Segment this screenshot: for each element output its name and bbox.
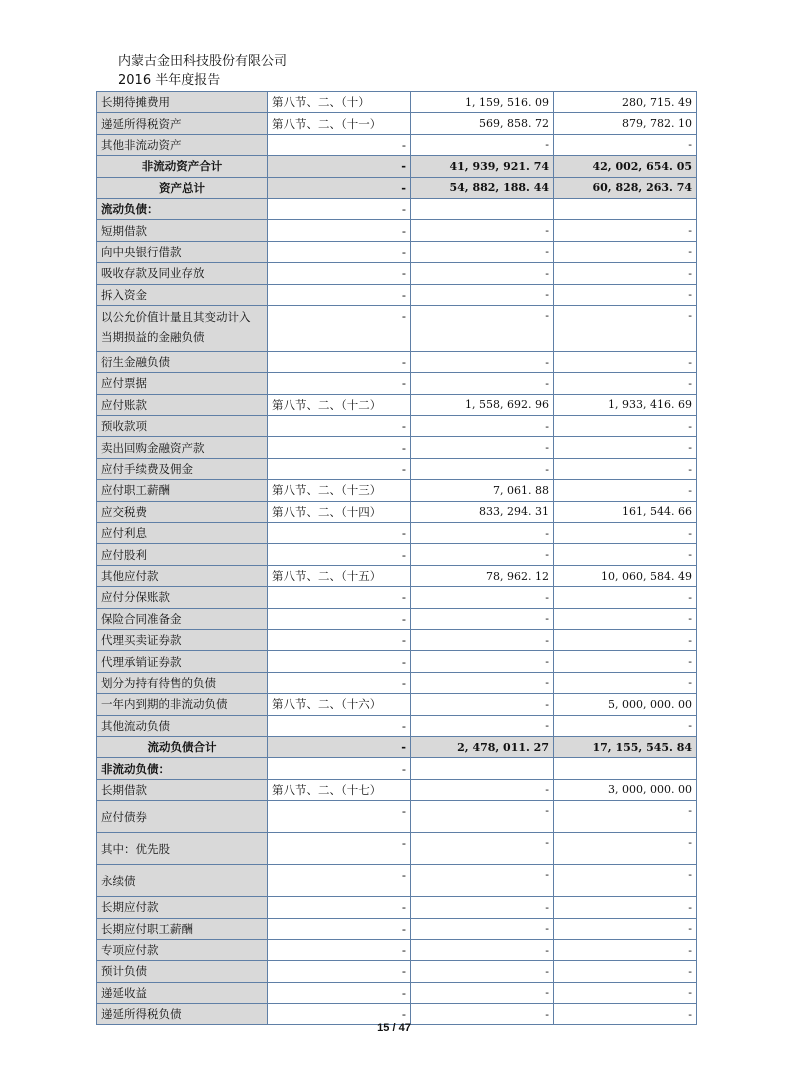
row-label xyxy=(97,284,268,305)
row-period-end-amount: - xyxy=(411,284,554,305)
table-row xyxy=(97,156,697,177)
row-label-text: 长期应付职工薪酬 xyxy=(101,921,193,936)
table-row xyxy=(97,629,697,650)
table-row xyxy=(97,897,697,918)
row-label xyxy=(97,982,268,1003)
row-period-begin-amount: - xyxy=(554,544,697,565)
table-row xyxy=(97,263,697,284)
row-label xyxy=(97,480,268,501)
row-label-text: 代理承销证券款 xyxy=(101,654,182,669)
row-label-text: 应付股利 xyxy=(101,547,147,562)
row-period-end-amount: - xyxy=(411,918,554,939)
row-note: - xyxy=(268,758,411,779)
row-period-begin-amount: - xyxy=(554,373,697,394)
row-label xyxy=(97,198,268,219)
row-label-text: 应付职工薪酬 xyxy=(101,483,170,498)
row-period-begin-amount: - xyxy=(554,982,697,1003)
row-period-begin-amount: - xyxy=(554,865,697,897)
row-period-begin-amount: - xyxy=(554,284,697,305)
table-row xyxy=(97,694,697,715)
row-period-end-amount: 569, 858. 72 xyxy=(411,113,554,134)
row-label xyxy=(97,651,268,672)
row-note: - xyxy=(268,651,411,672)
row-label-text: 应付利息 xyxy=(101,526,147,541)
row-label xyxy=(97,608,268,629)
row-period-begin-amount: - xyxy=(554,458,697,479)
row-label xyxy=(97,694,268,715)
row-note: - xyxy=(268,961,411,982)
row-period-begin-amount: - xyxy=(554,134,697,155)
row-period-begin-amount: 10, 060, 584. 49 xyxy=(554,565,697,586)
table-row xyxy=(97,458,697,479)
row-note: 第八节、二、（十四） xyxy=(268,501,411,522)
row-label xyxy=(97,501,268,522)
row-label xyxy=(97,918,268,939)
row-label xyxy=(97,156,268,177)
table-row xyxy=(97,565,697,586)
row-label xyxy=(97,458,268,479)
row-label xyxy=(97,113,268,134)
row-period-begin-amount: 3, 000, 000. 00 xyxy=(554,779,697,800)
row-period-begin-amount: - xyxy=(554,263,697,284)
row-period-begin-amount: - xyxy=(554,651,697,672)
table-row xyxy=(97,672,697,693)
table-row xyxy=(97,801,697,833)
row-period-end-amount: - xyxy=(411,694,554,715)
row-label xyxy=(97,833,268,865)
row-period-end-amount: - xyxy=(411,865,554,897)
row-label-text: 应付分保账款 xyxy=(101,590,170,605)
table-row xyxy=(97,544,697,565)
balance-sheet-table xyxy=(96,91,697,1025)
row-label xyxy=(97,736,268,757)
row-label-text: 非流动资产合计 xyxy=(141,159,223,174)
table-row xyxy=(97,177,697,198)
table-row xyxy=(97,982,697,1003)
table-row xyxy=(97,92,697,113)
table-row xyxy=(97,865,697,897)
row-label-text: 非流动负债： xyxy=(101,761,170,776)
row-label xyxy=(97,672,268,693)
row-period-end-amount: - xyxy=(411,458,554,479)
row-label xyxy=(97,961,268,982)
row-period-begin-amount: - xyxy=(554,801,697,833)
row-label-text: 划分为持有待售的负债 xyxy=(101,675,216,690)
row-label xyxy=(97,523,268,544)
row-label-text: 递延所得税负债 xyxy=(101,1007,182,1022)
table-row xyxy=(97,220,697,241)
row-note: - xyxy=(268,198,411,219)
table-row xyxy=(97,373,697,394)
row-period-end-amount: - xyxy=(411,134,554,155)
row-period-end-amount: - xyxy=(411,608,554,629)
row-period-begin-amount: - xyxy=(554,351,697,372)
row-note: - xyxy=(268,833,411,865)
row-period-end-amount: - xyxy=(411,241,554,262)
row-label-text: 应付债券 xyxy=(101,809,147,824)
row-period-end-amount: - xyxy=(411,897,554,918)
row-period-begin-amount: - xyxy=(554,897,697,918)
row-period-begin-amount: 42, 002, 654. 05 xyxy=(554,156,697,177)
row-label-text: 资产总计 xyxy=(159,180,205,195)
row-period-end-amount: - xyxy=(411,220,554,241)
row-period-begin-amount: - xyxy=(554,672,697,693)
row-label-text: 专项应付款 xyxy=(101,943,159,958)
row-period-begin-amount: 17, 155, 545. 84 xyxy=(554,736,697,757)
row-period-end-amount: - xyxy=(411,1004,554,1025)
row-label-text: 衍生金融负债 xyxy=(101,355,170,370)
row-note: - xyxy=(268,351,411,372)
row-label-text: 长期应付款 xyxy=(101,900,159,915)
row-label-text: 吸收存款及同业存放 xyxy=(101,266,205,281)
row-period-end-amount: - xyxy=(411,982,554,1003)
row-label xyxy=(97,220,268,241)
row-label xyxy=(97,394,268,415)
row-label-text: 递延所得税资产 xyxy=(101,116,182,131)
row-note: - xyxy=(268,544,411,565)
table-row xyxy=(97,198,697,219)
table-row xyxy=(97,918,697,939)
row-period-end-amount: - xyxy=(411,672,554,693)
row-label-text: 长期待摊费用 xyxy=(101,95,170,110)
table-row xyxy=(97,113,697,134)
row-label-text: 永续债 xyxy=(101,873,136,888)
row-period-end-amount: - xyxy=(411,833,554,865)
table-row xyxy=(97,437,697,458)
table-row xyxy=(97,351,697,372)
row-period-end-amount: - xyxy=(411,629,554,650)
table-row xyxy=(97,608,697,629)
row-label-text: 长期借款 xyxy=(101,782,147,797)
row-period-end-amount: - xyxy=(411,939,554,960)
row-label-text: 其中：优先股 xyxy=(101,841,170,856)
row-period-begin-amount: 1, 933, 416. 69 xyxy=(554,394,697,415)
row-label-text: 向中央银行借款 xyxy=(101,244,182,259)
row-label xyxy=(97,437,268,458)
row-period-begin-amount: - xyxy=(554,523,697,544)
row-period-end-amount: - xyxy=(411,961,554,982)
row-label xyxy=(97,565,268,586)
row-period-end-amount: 833, 294. 31 xyxy=(411,501,554,522)
row-period-begin-amount: - xyxy=(554,939,697,960)
row-note: - xyxy=(268,918,411,939)
row-label xyxy=(97,134,268,155)
row-label-text: 其他应付款 xyxy=(101,569,159,583)
row-label xyxy=(97,779,268,800)
row-note: - xyxy=(268,284,411,305)
table-row xyxy=(97,587,697,608)
table-row xyxy=(97,833,697,865)
document-header xyxy=(118,52,287,90)
row-label xyxy=(97,263,268,284)
row-period-begin-amount: - xyxy=(554,961,697,982)
row-note: - xyxy=(268,156,411,177)
row-period-begin-amount: 280, 715. 49 xyxy=(554,92,697,113)
row-note: - xyxy=(268,801,411,833)
table-row xyxy=(97,758,697,779)
row-period-end-amount: - xyxy=(411,587,554,608)
row-note: - xyxy=(268,437,411,458)
row-note: - xyxy=(268,458,411,479)
row-period-end-amount: - xyxy=(411,523,554,544)
row-label xyxy=(97,587,268,608)
table-row xyxy=(97,715,697,736)
row-note: 第八节、二、（十三） xyxy=(268,480,411,501)
row-period-end-amount: 54, 882, 188. 44 xyxy=(411,177,554,198)
page-number: 15 / 47 xyxy=(377,1022,411,1034)
row-note: 第八节、二、（十七） xyxy=(268,779,411,800)
table-row xyxy=(97,416,697,437)
row-period-end-amount xyxy=(411,198,554,219)
table-row xyxy=(97,736,697,757)
row-note: 第八节、二、（十） xyxy=(268,92,411,113)
row-period-begin-amount: - xyxy=(554,416,697,437)
row-note: 第八节、二、（十六） xyxy=(268,694,411,715)
table-row xyxy=(97,305,697,351)
row-note: - xyxy=(268,220,411,241)
row-note: - xyxy=(268,1004,411,1025)
row-period-begin-amount: - xyxy=(554,918,697,939)
row-label xyxy=(97,305,268,351)
row-period-end-amount: 1, 159, 516. 09 xyxy=(411,92,554,113)
table-row xyxy=(97,394,697,415)
row-label xyxy=(97,351,268,372)
row-note: - xyxy=(268,241,411,262)
row-period-end-amount: - xyxy=(411,351,554,372)
row-label xyxy=(97,865,268,897)
row-label-text: 卖出回购金融资产款 xyxy=(101,440,205,455)
row-label-text-line2: 当期损益的金融负债 xyxy=(101,329,205,344)
table-row xyxy=(97,134,697,155)
row-note: - xyxy=(268,939,411,960)
row-label-text: 流动负债合计 xyxy=(147,740,217,755)
row-note: - xyxy=(268,373,411,394)
row-label xyxy=(97,92,268,113)
row-period-begin-amount: - xyxy=(554,608,697,629)
table-row xyxy=(97,501,697,522)
row-label-text: 应交税费 xyxy=(101,504,147,519)
row-note: - xyxy=(268,897,411,918)
row-period-end-amount: 1, 558, 692. 96 xyxy=(411,394,554,415)
row-period-begin-amount: - xyxy=(554,587,697,608)
row-period-end-amount: - xyxy=(411,651,554,672)
row-note: 第八节、二、（十五） xyxy=(268,565,411,586)
row-label xyxy=(97,629,268,650)
row-note: - xyxy=(268,608,411,629)
row-period-begin-amount xyxy=(554,758,697,779)
row-label-text: 递延收益 xyxy=(101,985,147,1000)
row-note: - xyxy=(268,416,411,437)
row-period-end-amount: - xyxy=(411,779,554,800)
row-note: - xyxy=(268,134,411,155)
row-note: - xyxy=(268,177,411,198)
row-label-text: 应付账款 xyxy=(101,397,147,412)
row-label-text: 预计负债 xyxy=(101,964,147,979)
table-row xyxy=(97,651,697,672)
row-period-begin-amount: - xyxy=(554,1004,697,1025)
row-label xyxy=(97,897,268,918)
row-label-text: 代理买卖证券款 xyxy=(101,633,182,648)
row-period-begin-amount: - xyxy=(554,629,697,650)
row-label-text: 保险合同准备金 xyxy=(101,611,182,626)
row-period-begin-amount: 5, 000, 000. 00 xyxy=(554,694,697,715)
row-note: - xyxy=(268,629,411,650)
row-period-end-amount: - xyxy=(411,263,554,284)
row-period-end-amount: - xyxy=(411,544,554,565)
table-row xyxy=(97,961,697,982)
row-period-begin-amount: - xyxy=(554,241,697,262)
table-row xyxy=(97,284,697,305)
row-period-end-amount: 2, 478, 011. 27 xyxy=(411,736,554,757)
report-title: 2016 半年度报告 xyxy=(118,73,221,88)
table-row xyxy=(97,779,697,800)
row-label xyxy=(97,373,268,394)
row-label-text: 一年内到期的非流动负债 xyxy=(101,697,228,712)
row-period-begin-amount: - xyxy=(554,833,697,865)
row-note: - xyxy=(268,715,411,736)
row-period-begin-amount: - xyxy=(554,437,697,458)
row-period-end-amount: - xyxy=(411,437,554,458)
row-period-begin-amount: - xyxy=(554,480,697,501)
row-note: - xyxy=(268,305,411,351)
row-label xyxy=(97,801,268,833)
row-label xyxy=(97,939,268,960)
row-period-end-amount: - xyxy=(411,373,554,394)
table-row xyxy=(97,939,697,960)
row-label xyxy=(97,241,268,262)
row-note: - xyxy=(268,672,411,693)
row-period-begin-amount: 60, 828, 263. 74 xyxy=(554,177,697,198)
row-label-text: 其他非流动资产 xyxy=(101,137,182,152)
row-period-end-amount: - xyxy=(411,416,554,437)
row-label xyxy=(97,416,268,437)
row-note: - xyxy=(268,736,411,757)
table-row xyxy=(97,523,697,544)
row-label-text: 拆入资金 xyxy=(101,287,147,302)
row-note: - xyxy=(268,982,411,1003)
row-label-text: 应付票据 xyxy=(101,376,147,391)
row-label-text: 应付手续费及佣金 xyxy=(101,462,193,477)
row-period-end-amount: - xyxy=(411,305,554,351)
row-period-end-amount: 78, 962. 12 xyxy=(411,565,554,586)
row-label xyxy=(97,715,268,736)
row-note: - xyxy=(268,523,411,544)
row-label xyxy=(97,544,268,565)
row-note: 第八节、二、（十二） xyxy=(268,394,411,415)
table-row xyxy=(97,241,697,262)
row-note: - xyxy=(268,865,411,897)
row-period-end-amount: 7, 061. 88 xyxy=(411,480,554,501)
row-label xyxy=(97,177,268,198)
row-period-end-amount xyxy=(411,758,554,779)
row-period-begin-amount: - xyxy=(554,220,697,241)
row-label-text: 短期借款 xyxy=(101,223,147,238)
row-period-begin-amount: - xyxy=(554,305,697,351)
row-note: 第八节、二、（十一） xyxy=(268,113,411,134)
row-period-begin-amount: - xyxy=(554,715,697,736)
row-period-begin-amount: 161, 544. 66 xyxy=(554,501,697,522)
row-period-end-amount: - xyxy=(411,715,554,736)
row-period-end-amount: - xyxy=(411,801,554,833)
row-label-text: 流动负债： xyxy=(101,202,159,217)
row-period-begin-amount: 879, 782. 10 xyxy=(554,113,697,134)
row-period-begin-amount xyxy=(554,198,697,219)
row-note: - xyxy=(268,587,411,608)
row-period-end-amount: 41, 939, 921. 74 xyxy=(411,156,554,177)
row-note: - xyxy=(268,263,411,284)
table-row xyxy=(97,480,697,501)
row-label xyxy=(97,758,268,779)
row-label-text: 以公允价值计量且其变动计入 xyxy=(101,309,251,324)
company-name: 内蒙古金田科技股份有限公司 xyxy=(118,54,288,69)
row-label-text: 其他流动负债 xyxy=(101,718,170,733)
row-label-text: 预收款项 xyxy=(101,419,147,434)
